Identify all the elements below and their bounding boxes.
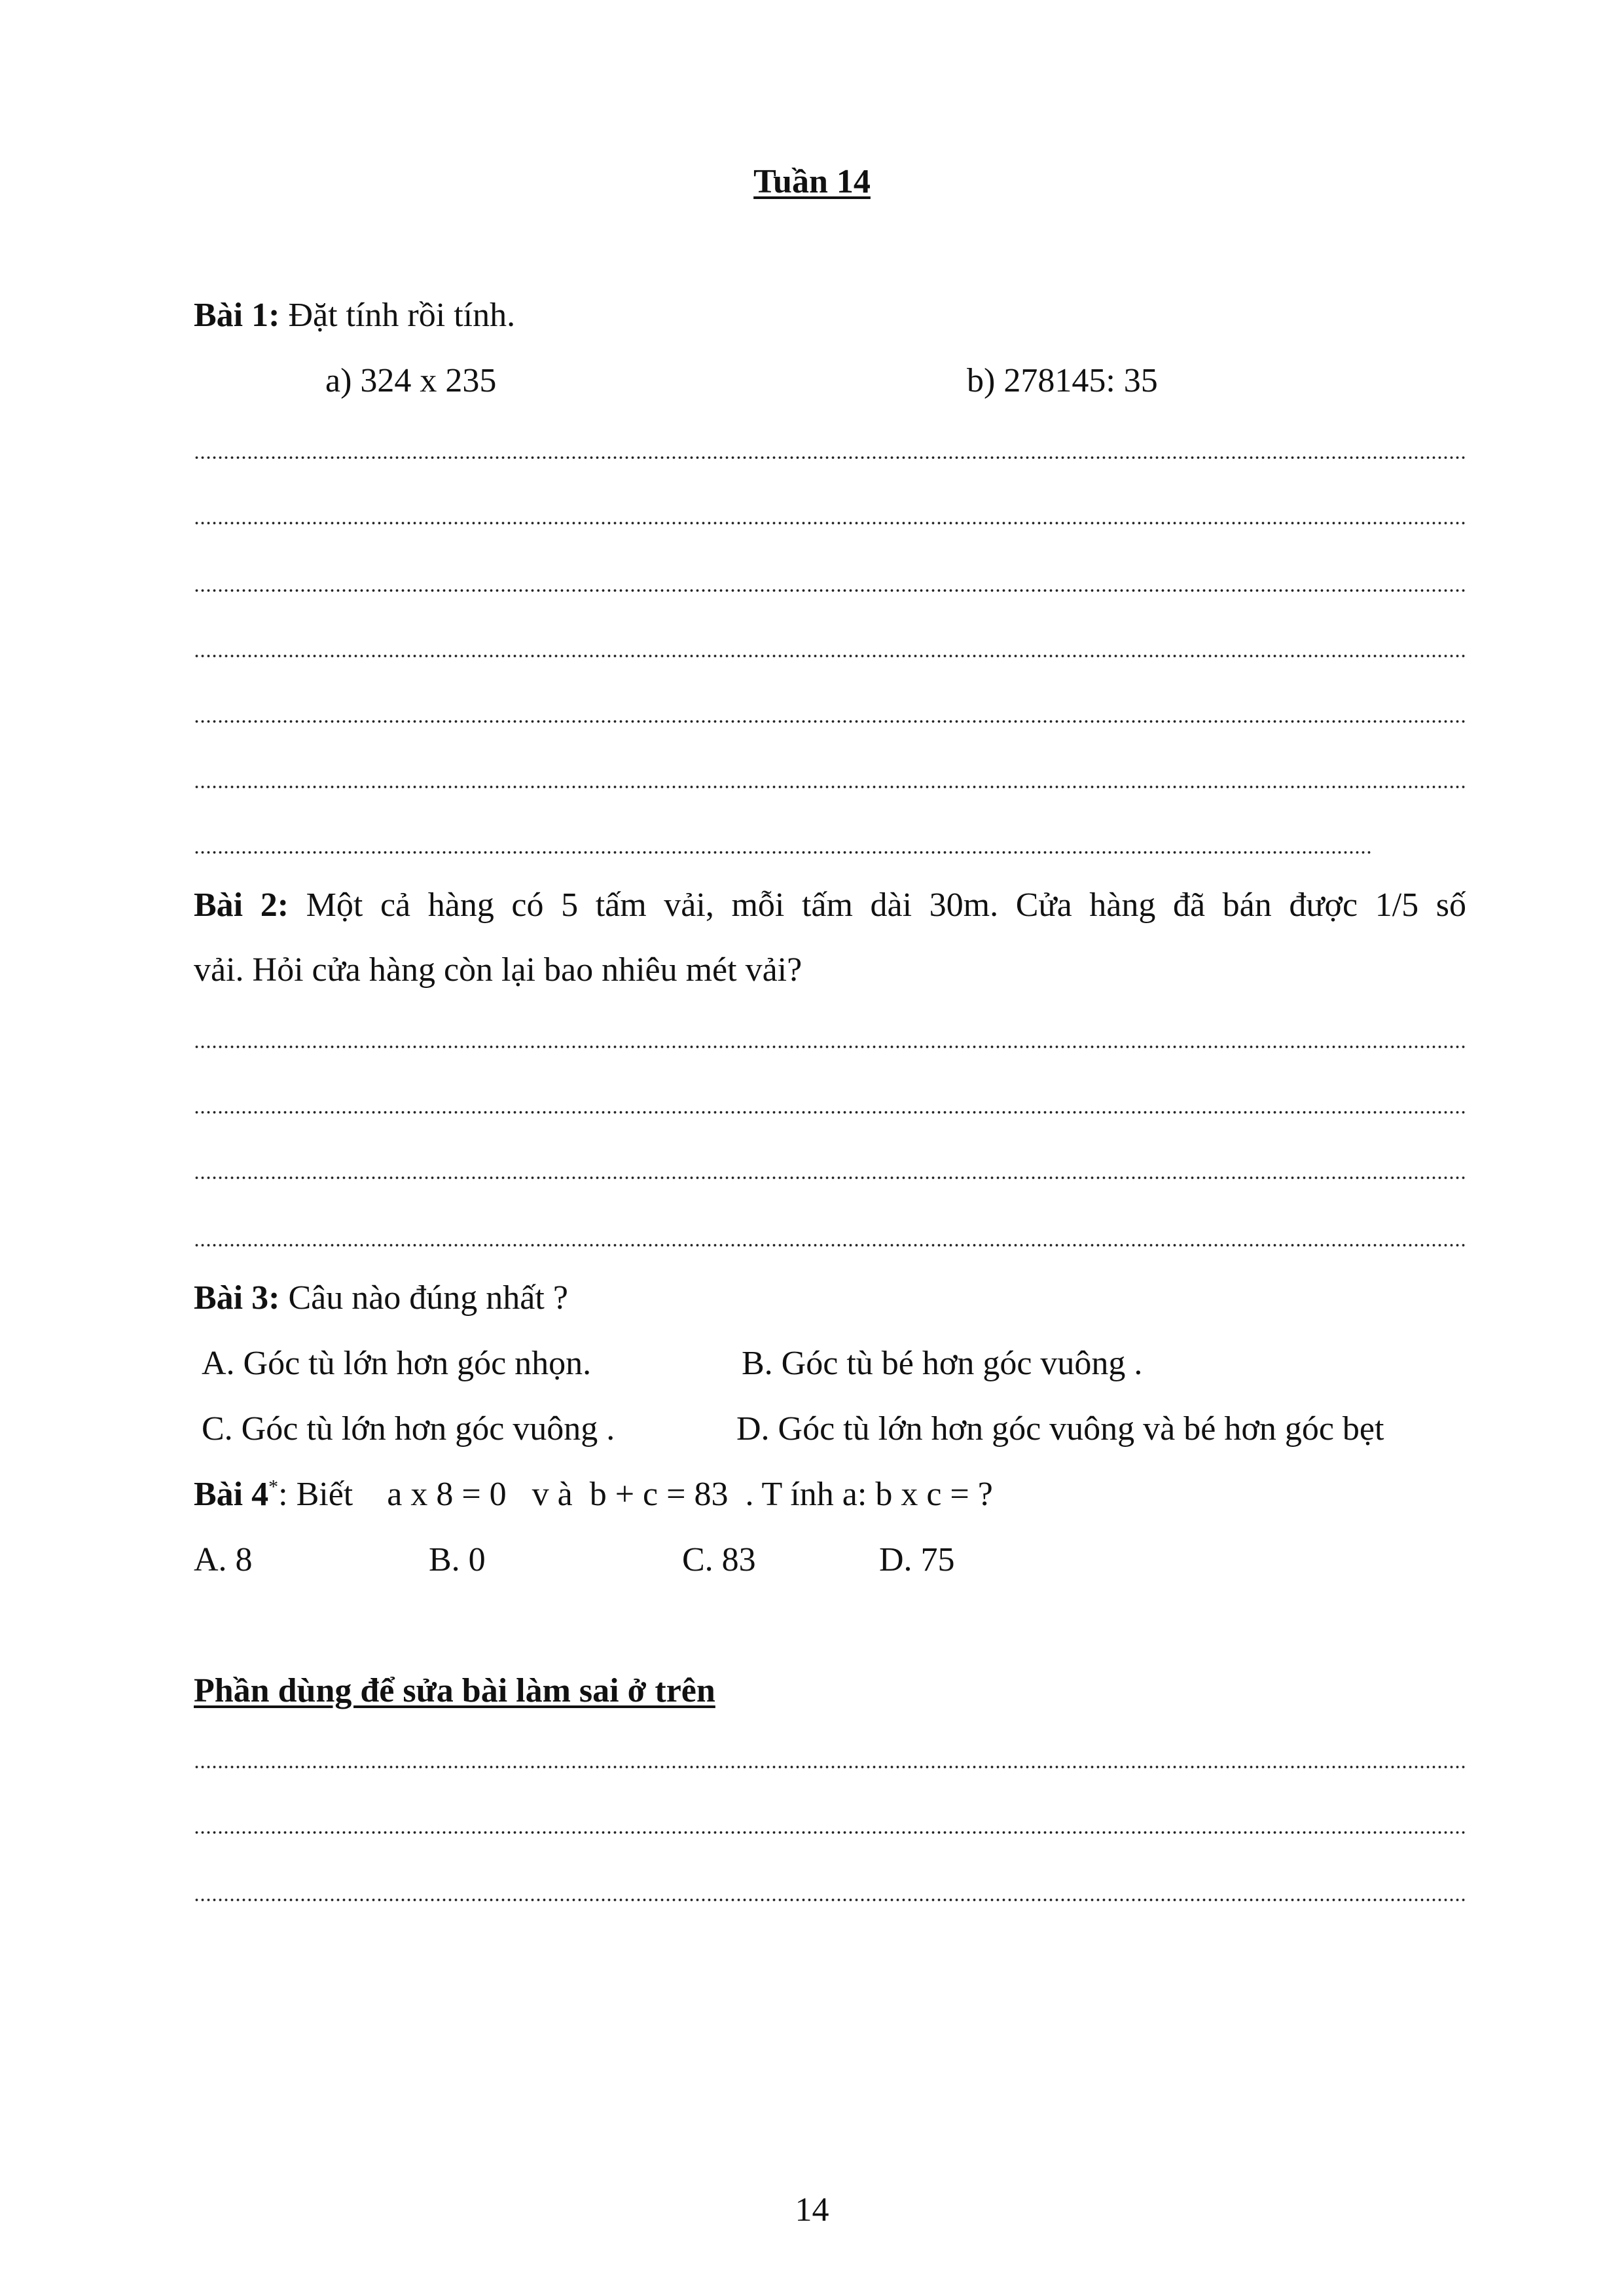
exercise-1-label: Bài 1: bbox=[194, 297, 280, 334]
exercise-1-prompt: Đặt tính rồi tính. bbox=[288, 297, 516, 334]
answer-line-1-5 bbox=[194, 720, 1466, 723]
exercise-3-heading bbox=[194, 1279, 568, 1318]
exercise-2-line-1 bbox=[194, 886, 1466, 925]
exercise-3-option-d: D. Góc tù lớn hơn góc vuông và bé hơn góc bẹt bbox=[736, 1410, 1384, 1448]
exercise-4-option-a: A. 8 bbox=[194, 1541, 253, 1578]
exercise-4-text: : Biết a x 8 = 0 v à b + c = 83 . T ính a: b x c = ? bbox=[278, 1476, 993, 1513]
exercise-3-option-c: C. Góc tù lớn hơn góc vuông . bbox=[202, 1410, 615, 1448]
correction-line-3 bbox=[194, 1899, 1466, 1901]
exercise-4-option-c: C. 83 bbox=[682, 1541, 756, 1578]
page-title: Tuần 14 bbox=[753, 163, 871, 200]
answer-line-2-1 bbox=[194, 1046, 1466, 1048]
exercise-1-part-b: b) 278145: 35 bbox=[967, 362, 1158, 399]
answer-line-1-6 bbox=[194, 786, 1466, 788]
correction-heading: Phần dùng để sửa bài làm sai ở trên bbox=[194, 1672, 715, 1709]
answer-line-2-4 bbox=[194, 1244, 1466, 1247]
exercise-2-text: Một cả hàng có 5 tấm vải, mỗi tấm dài 30m. Cửa hàng đã bán được 1/5 số bbox=[306, 886, 1466, 924]
exercise-1-heading bbox=[194, 296, 515, 335]
exercise-3-option-b: B. Góc tù bé hơn góc vuông . bbox=[742, 1345, 1143, 1382]
answer-line-1-2 bbox=[194, 522, 1466, 524]
exercise-3-label: Bài 3: bbox=[194, 1279, 280, 1317]
correction-line-2 bbox=[194, 1831, 1466, 1834]
answer-line-1-3 bbox=[194, 589, 1466, 592]
exercise-4-heading bbox=[194, 1475, 993, 1514]
answer-line-1-7 bbox=[194, 851, 1373, 854]
exercise-2-label: Bài 2: bbox=[194, 886, 289, 924]
exercise-4-option-d: D. 75 bbox=[879, 1541, 955, 1578]
exercise-3-option-a: A. Góc tù lớn hơn góc nhọn. bbox=[202, 1345, 592, 1382]
correction-line-1 bbox=[194, 1766, 1466, 1768]
exercise-4-label: Bài 4 bbox=[194, 1476, 269, 1513]
exercise-3-question: Câu nào đúng nhất ? bbox=[288, 1279, 568, 1317]
exercise-4-option-b: B. 0 bbox=[429, 1541, 486, 1578]
answer-line-2-2 bbox=[194, 1111, 1466, 1114]
answer-line-1-4 bbox=[194, 655, 1466, 657]
exercise-4-star: * bbox=[268, 1476, 279, 1498]
answer-line-1-1 bbox=[194, 456, 1466, 459]
answer-line-2-3 bbox=[194, 1176, 1466, 1179]
exercise-2-line-2: vải. Hỏi cửa hàng còn lại bao nhiêu mét vải? bbox=[194, 951, 803, 989]
page-number: 14 bbox=[795, 2191, 829, 2229]
exercise-1-part-a: a) 324 x 235 bbox=[325, 362, 497, 399]
